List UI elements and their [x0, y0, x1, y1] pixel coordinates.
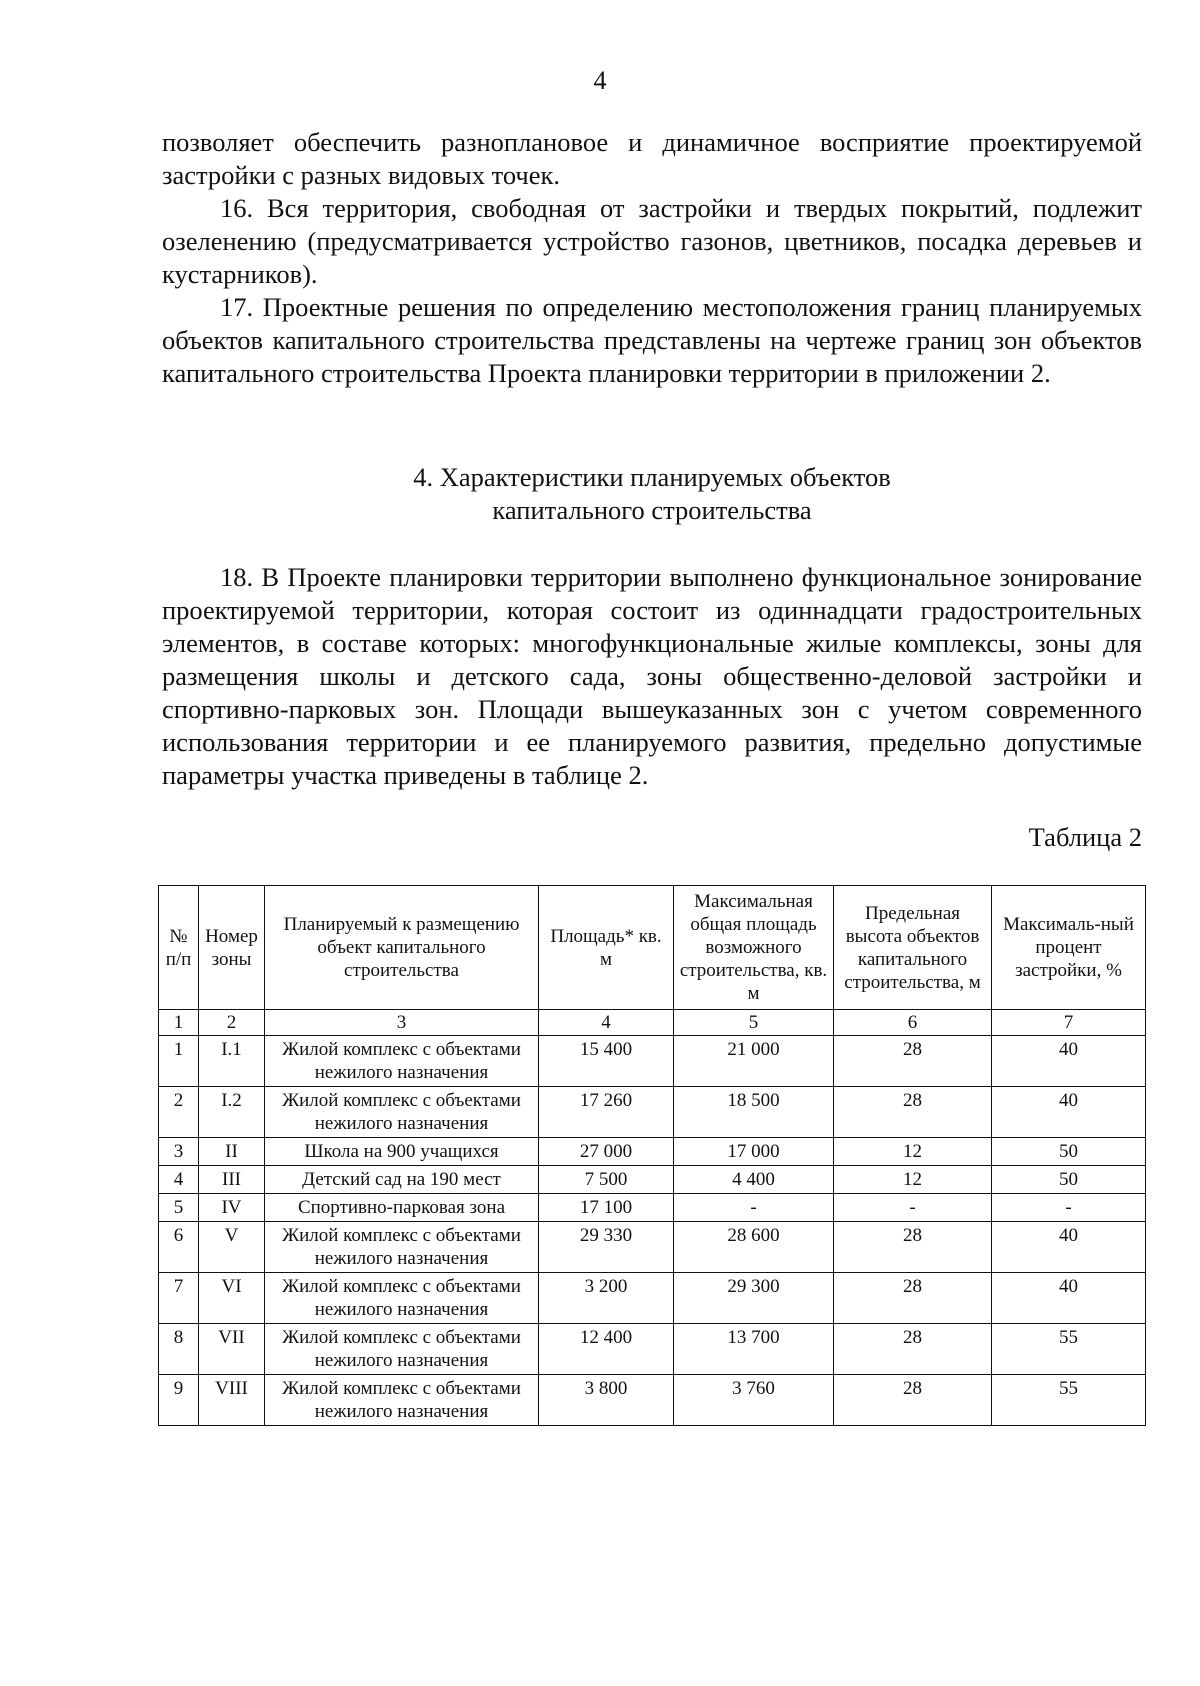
column-number: 7 — [992, 1010, 1146, 1036]
cell-object: Жилой комплекс с объектами нежилого назначения — [265, 1087, 539, 1138]
header-zone: Номер зоны — [199, 886, 265, 1010]
cell-object: Жилой комплекс с объектами нежилого назначения — [265, 1222, 539, 1273]
cell-object: Школа на 900 учащихся — [265, 1138, 539, 1166]
column-number: 4 — [539, 1010, 674, 1036]
cell-zone: V — [199, 1222, 265, 1273]
column-numbers-row — [159, 1010, 1146, 1036]
cell-area: 3 800 — [539, 1375, 674, 1426]
cell-max-floor-area: 28 600 — [674, 1222, 834, 1273]
paragraph-continuation: позволяет обеспечить разноплановое и динамичное восприятие проектируемой застройки с разных видовых точек. — [162, 127, 1142, 190]
paragraph-18-block — [162, 561, 1142, 792]
intro-text — [162, 126, 1142, 390]
cell-max-coverage: 40 — [992, 1222, 1146, 1273]
table-row — [159, 1166, 1146, 1194]
cell-max-floor-area: 3 760 — [674, 1375, 834, 1426]
cell-object: Жилой комплекс с объектами нежилого назначения — [265, 1375, 539, 1426]
cell-max-coverage: - — [992, 1194, 1146, 1222]
header-max-coverage: Максималь-ный процент застройки, % — [992, 886, 1146, 1010]
section-title — [162, 461, 1142, 527]
header-max-height: Предельная высота объектов капитального строительства, м — [834, 886, 992, 1010]
section-title-line-1: 4. Характеристики планируемых объектов — [413, 462, 891, 492]
section-title-line-2: капитального строительства — [492, 495, 812, 525]
cell-num: 2 — [159, 1087, 199, 1138]
cell-num: 7 — [159, 1273, 199, 1324]
paragraph-18: 18. В Проекте планировки территории выполнено функциональное зонирование проектируемой территории, которая состоит из одиннадцати градостроительных элементов, в составе которых: многофункциональные жилые комплексы, зоны для размещения школы и детского сада, зоны общественно-деловой застройки и спортивно-парковых зон. Площади вышеуказанных зон с учетом современного использования территории и ее планируемого развития, предельно допустимые параметры участка приведены в таблице 2. — [162, 562, 1142, 790]
table-row — [159, 1036, 1146, 1087]
cell-max-coverage: 40 — [992, 1036, 1146, 1087]
cell-max-height: 28 — [834, 1324, 992, 1375]
paragraph-17: 17. Проектные решения по определению местоположения границ планируемых объектов капитального строительства представлены на чертеже границ зон объектов капитального строительства Проекта планировки территории в приложении 2. — [162, 292, 1142, 388]
table-row — [159, 1222, 1146, 1273]
header-num: № п/п — [159, 886, 199, 1010]
table-row — [159, 1375, 1146, 1426]
cell-object: Жилой комплекс с объектами нежилого назначения — [265, 1324, 539, 1375]
cell-zone: VIII — [199, 1375, 265, 1426]
cell-max-height: - — [834, 1194, 992, 1222]
cell-object: Спортивно-парковая зона — [265, 1194, 539, 1222]
cell-max-floor-area: - — [674, 1194, 834, 1222]
cell-max-height: 12 — [834, 1138, 992, 1166]
table-row — [159, 1087, 1146, 1138]
table-caption: Таблица 2 — [1028, 822, 1142, 852]
column-number: 3 — [265, 1010, 539, 1036]
cell-area: 27 000 — [539, 1138, 674, 1166]
header-max-floor-area: Максимальная общая площадь возможного строительства, кв. м — [674, 886, 834, 1010]
header-area: Площадь* кв. м — [539, 886, 674, 1010]
cell-area: 7 500 — [539, 1166, 674, 1194]
cell-area: 29 330 — [539, 1222, 674, 1273]
page-number: 4 — [593, 66, 607, 95]
table-row — [159, 1138, 1146, 1166]
cell-max-height: 28 — [834, 1036, 992, 1087]
cell-max-height: 28 — [834, 1273, 992, 1324]
cell-max-coverage: 55 — [992, 1324, 1146, 1375]
cell-max-coverage: 55 — [992, 1375, 1146, 1426]
column-number: 6 — [834, 1010, 992, 1036]
cell-zone: III — [199, 1166, 265, 1194]
table-row — [159, 1194, 1146, 1222]
cell-max-height: 12 — [834, 1166, 992, 1194]
cell-zone: VI — [199, 1273, 265, 1324]
cell-area: 3 200 — [539, 1273, 674, 1324]
table-row — [159, 1324, 1146, 1375]
cell-num: 1 — [159, 1036, 199, 1087]
cell-max-coverage: 40 — [992, 1273, 1146, 1324]
cell-max-coverage: 50 — [992, 1166, 1146, 1194]
cell-max-floor-area: 4 400 — [674, 1166, 834, 1194]
header-object: Планируемый к размещению объект капитального строительства — [265, 886, 539, 1010]
cell-max-height: 28 — [834, 1087, 992, 1138]
table-header-row — [159, 886, 1146, 1010]
cell-zone: I.2 — [199, 1087, 265, 1138]
cell-object: Жилой комплекс с объектами нежилого назначения — [265, 1036, 539, 1087]
cell-area: 17 260 — [539, 1087, 674, 1138]
column-number: 1 — [159, 1010, 199, 1036]
cell-object: Детский сад на 190 мест — [265, 1166, 539, 1194]
cell-num: 9 — [159, 1375, 199, 1426]
cell-max-coverage: 40 — [992, 1087, 1146, 1138]
cell-num: 5 — [159, 1194, 199, 1222]
zones-table — [158, 885, 1146, 1426]
paragraph-16: 16. Вся территория, свободная от застройки и твердых покрытий, подлежит озеленению (предусматривается устройство газонов, цветников, посадка деревьев и кустарников). — [162, 193, 1142, 289]
cell-zone: II — [199, 1138, 265, 1166]
cell-num: 3 — [159, 1138, 199, 1166]
cell-zone: IV — [199, 1194, 265, 1222]
cell-num: 6 — [159, 1222, 199, 1273]
column-number: 5 — [674, 1010, 834, 1036]
cell-area: 17 100 — [539, 1194, 674, 1222]
cell-max-coverage: 50 — [992, 1138, 1146, 1166]
cell-max-floor-area: 17 000 — [674, 1138, 834, 1166]
cell-area: 12 400 — [539, 1324, 674, 1375]
cell-num: 4 — [159, 1166, 199, 1194]
cell-max-floor-area: 13 700 — [674, 1324, 834, 1375]
cell-max-height: 28 — [834, 1222, 992, 1273]
cell-area: 15 400 — [539, 1036, 674, 1087]
cell-num: 8 — [159, 1324, 199, 1375]
cell-zone: I.1 — [199, 1036, 265, 1087]
cell-max-floor-area: 21 000 — [674, 1036, 834, 1087]
cell-max-floor-area: 18 500 — [674, 1087, 834, 1138]
cell-zone: VII — [199, 1324, 265, 1375]
cell-max-height: 28 — [834, 1375, 992, 1426]
cell-max-floor-area: 29 300 — [674, 1273, 834, 1324]
table-row — [159, 1273, 1146, 1324]
cell-object: Жилой комплекс с объектами нежилого назначения — [265, 1273, 539, 1324]
column-number: 2 — [199, 1010, 265, 1036]
